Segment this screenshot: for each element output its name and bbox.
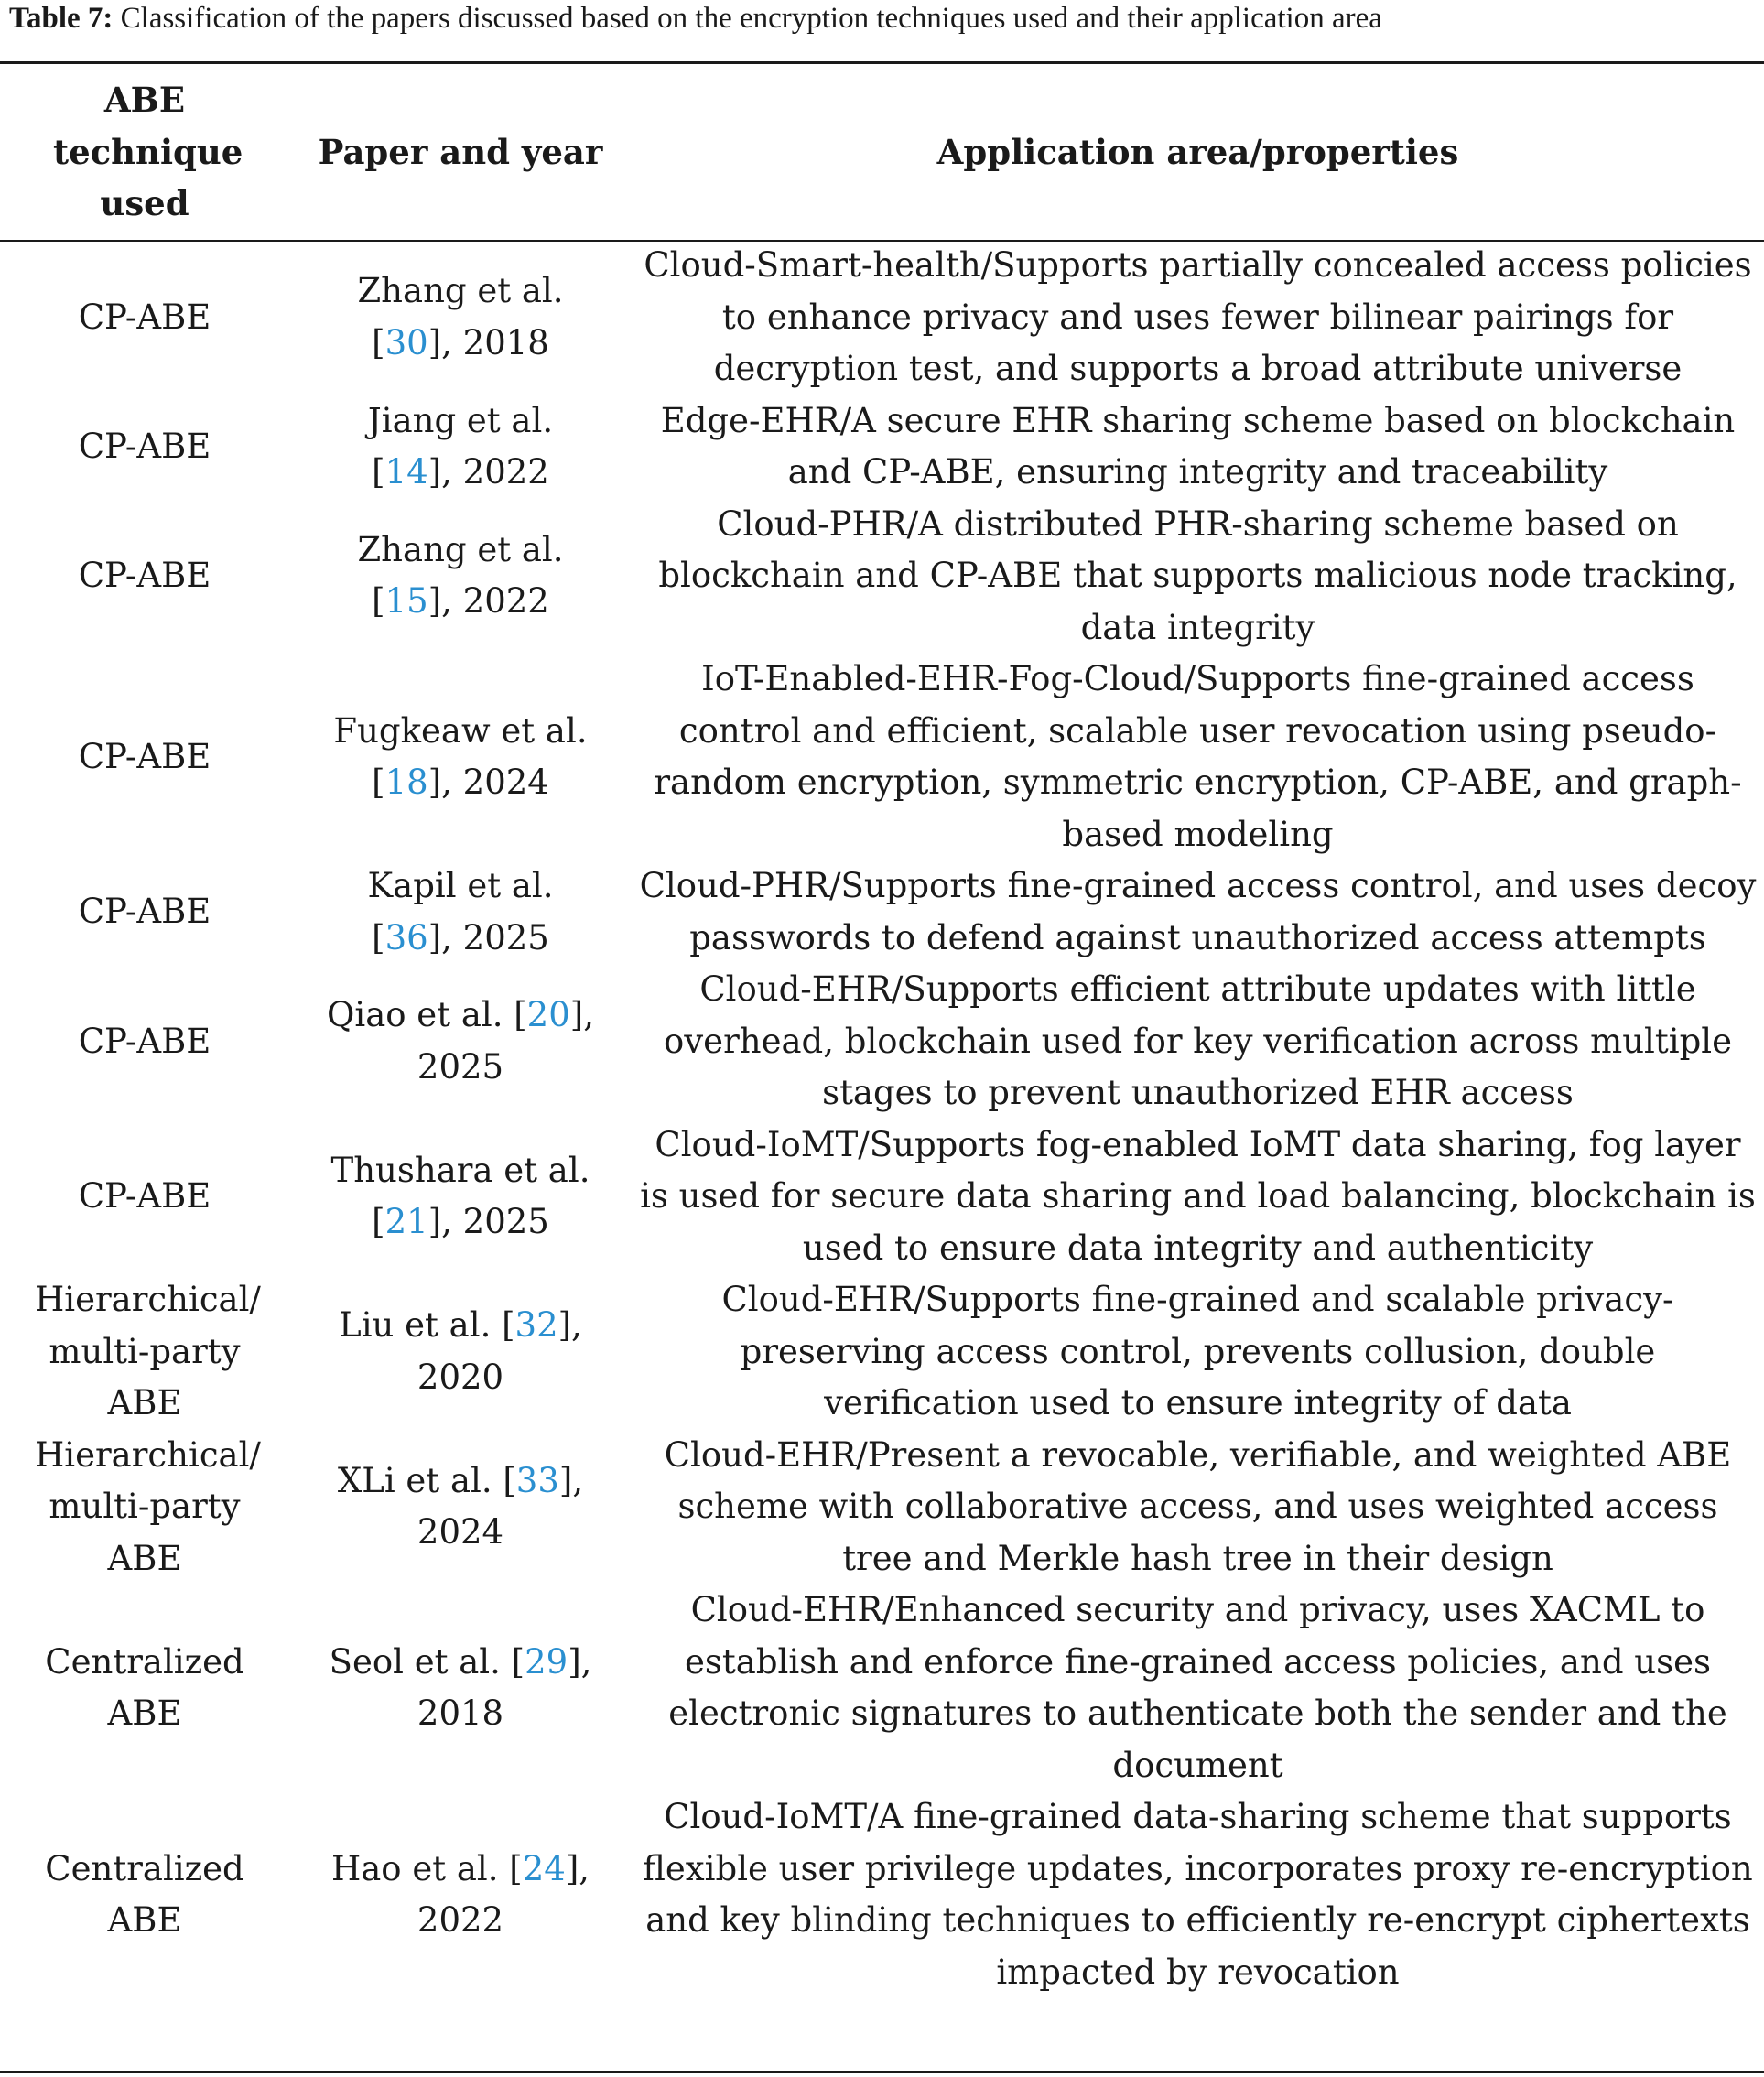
cell-technique bbox=[0, 1120, 289, 1275]
cell-application: Cloud-EHR/Present a revocable, verifiable, and weighted ABE scheme with collaborative access, and uses weighted access tree and Merkle hash tree in their design bbox=[664, 1434, 1732, 1578]
cell-application: IoT-Enabled-EHR-Fog-Cloud/Supports fine-grained access control and efficient, scalable user revocation using pseudo-random encryption, symmetric encryption, CP-ABE, and graph-based modeling bbox=[654, 659, 1742, 854]
table-body bbox=[0, 240, 1764, 1998]
cell-technique bbox=[0, 654, 289, 860]
table-caption-text: Classification of the papers discussed based on the encryption techniques used and their application area bbox=[113, 2, 1382, 35]
cell-paper bbox=[289, 1791, 632, 1998]
paper-authors: XLi et al. [ bbox=[337, 1460, 516, 1500]
reference-link[interactable]: 30 bbox=[384, 322, 428, 362]
technique-text: Hierarchical/ multi-party ABE bbox=[35, 1434, 261, 1578]
table-row bbox=[0, 964, 1764, 1120]
cell-paper bbox=[289, 860, 632, 964]
cell-technique bbox=[0, 860, 289, 964]
table-row bbox=[0, 860, 1764, 964]
paper-citation bbox=[323, 706, 598, 809]
table-row bbox=[0, 1430, 1764, 1585]
paper-authors: Thushara et al. [ bbox=[330, 1150, 590, 1242]
table-row bbox=[0, 1120, 1764, 1275]
table-row bbox=[0, 1791, 1764, 1998]
cell-application: Cloud-IoMT/A fine-grained data-sharing scheme that supports flexible user privilege updates, incorporates proxy re-encryption and key blinding techniques to efficiently re-encrypt ciphertexts impacted by revocation bbox=[643, 1797, 1753, 1992]
cell-paper bbox=[289, 240, 632, 395]
paper-citation bbox=[323, 395, 598, 499]
table-row bbox=[0, 1585, 1764, 1791]
reference-link[interactable]: 36 bbox=[384, 917, 428, 957]
table-caption bbox=[9, 0, 1758, 37]
cell-application: Cloud-PHR/Supports fine-grained access control, and uses decoy passwords to defend against unauthorized access attempts bbox=[639, 866, 1757, 957]
cell-application: Cloud-PHR/A distributed PHR-sharing scheme based on blockchain and CP-ABE that supports malicious node tracking, data integrity bbox=[658, 503, 1737, 647]
reference-link[interactable]: 24 bbox=[522, 1848, 566, 1888]
cell-paper bbox=[289, 395, 632, 499]
table-row bbox=[0, 499, 1764, 654]
reference-link[interactable]: 33 bbox=[515, 1460, 559, 1500]
reference-link[interactable]: 15 bbox=[384, 581, 428, 622]
cell-technique bbox=[0, 964, 289, 1120]
paper-authors: Zhang et al. [ bbox=[357, 529, 564, 622]
technique-text: Centralized ABE bbox=[45, 1641, 244, 1733]
paper-citation bbox=[323, 1637, 598, 1740]
cell-technique bbox=[0, 1585, 289, 1791]
header-technique-text: ABE technique used bbox=[53, 80, 243, 224]
technique-text: CP-ABE bbox=[78, 1021, 211, 1061]
table-row bbox=[0, 1274, 1764, 1430]
technique-text: CP-ABE bbox=[78, 1176, 211, 1216]
header-paper: Paper and year bbox=[318, 131, 603, 172]
reference-link[interactable]: 18 bbox=[384, 763, 428, 802]
technique-text: CP-ABE bbox=[78, 892, 211, 932]
table-bottom-rule bbox=[0, 2071, 1764, 2073]
technique-text: CP-ABE bbox=[78, 556, 211, 595]
cell-technique bbox=[0, 1274, 289, 1430]
cell-application: Cloud-IoMT/Supports fog-enabled IoMT data sharing, fog layer is used for secure data sharing and load balancing, blockchain is used to ensure data integrity and authenticity bbox=[640, 1124, 1756, 1268]
header-application: Application area/properties bbox=[936, 131, 1459, 172]
cell-technique bbox=[0, 499, 289, 654]
paper-year: ], 2018 bbox=[417, 1641, 592, 1733]
technique-text: CP-ABE bbox=[78, 426, 211, 466]
cell-paper bbox=[289, 654, 632, 860]
cell-paper bbox=[289, 1585, 632, 1791]
paper-citation bbox=[323, 1300, 598, 1403]
cell-application: Edge-EHR/A secure EHR sharing scheme based on blockchain and CP-ABE, ensuring integrity and traceability bbox=[660, 400, 1736, 492]
cell-technique bbox=[0, 1791, 289, 1998]
paper-year: ], 2025 bbox=[427, 917, 549, 957]
cell-application: Cloud-Smart-health/Supports partially concealed access policies to enhance privacy and uses fewer bilinear pairings for decryption test, and supports a broad attribute universe bbox=[644, 245, 1752, 388]
paper-authors: Zhang et al. [ bbox=[357, 271, 564, 362]
paper-authors: Qiao et al. [ bbox=[327, 995, 527, 1035]
paper-year: ], 2020 bbox=[417, 1305, 582, 1397]
classification-table bbox=[0, 64, 1764, 1998]
paper-year: ], 2022 bbox=[427, 452, 549, 492]
paper-citation bbox=[323, 1844, 598, 1947]
cell-paper bbox=[289, 1274, 632, 1430]
table-row bbox=[0, 395, 1764, 499]
technique-text: Hierarchical/ multi-party ABE bbox=[35, 1280, 261, 1423]
paper-authors: Liu et al. [ bbox=[339, 1305, 515, 1346]
cell-technique bbox=[0, 240, 289, 395]
paper-year: ], 2022 bbox=[427, 581, 549, 622]
paper-year: ], 2024 bbox=[417, 1460, 584, 1552]
reference-link[interactable]: 14 bbox=[384, 452, 428, 492]
cell-paper bbox=[289, 1120, 632, 1275]
cell-paper bbox=[289, 499, 632, 654]
paper-citation bbox=[323, 990, 598, 1093]
paper-year: ], 2025 bbox=[417, 995, 594, 1087]
cell-technique bbox=[0, 395, 289, 499]
paper-citation bbox=[323, 265, 598, 369]
reference-link[interactable]: 29 bbox=[525, 1641, 568, 1682]
reference-link[interactable]: 21 bbox=[384, 1202, 428, 1242]
paper-authors: Seol et al. [ bbox=[329, 1641, 525, 1682]
paper-citation bbox=[323, 1455, 598, 1559]
reference-link[interactable]: 20 bbox=[526, 995, 570, 1035]
header-row bbox=[0, 64, 1764, 240]
technique-text: Centralized ABE bbox=[45, 1848, 244, 1940]
table-caption-label: Table 7: bbox=[9, 2, 114, 35]
cell-application: Cloud-EHR/Supports efficient attribute updates with little overhead, blockchain used for key verification across multiple stages to prevent unauthorized EHR access bbox=[664, 969, 1732, 1112]
technique-text: CP-ABE bbox=[78, 297, 211, 337]
paper-year: ], 2018 bbox=[427, 322, 549, 362]
header-technique bbox=[0, 64, 289, 240]
paper-authors: Hao et al. [ bbox=[330, 1848, 523, 1888]
paper-authors: Jiang et al. [ bbox=[367, 400, 554, 492]
cell-application: Cloud-EHR/Enhanced security and privacy, uses XACML to establish and enforce fine-grained access policies, and uses electronic signatures to authenticate both the sender and the document bbox=[668, 1590, 1727, 1785]
table-row bbox=[0, 240, 1764, 395]
paper-citation bbox=[323, 860, 598, 964]
reference-link[interactable]: 32 bbox=[514, 1305, 558, 1346]
paper-year: ], 2022 bbox=[417, 1848, 590, 1940]
cell-application: Cloud-EHR/Supports fine-grained and scalable privacy-preserving access control, prevents collusion, double verification used to ensure integrity of data bbox=[721, 1280, 1674, 1423]
cell-paper bbox=[289, 964, 632, 1120]
paper-year: ], 2025 bbox=[427, 1202, 549, 1242]
paper-citation bbox=[323, 525, 598, 628]
paper-year: ], 2024 bbox=[427, 763, 549, 802]
table-row bbox=[0, 654, 1764, 860]
cell-paper bbox=[289, 1430, 632, 1585]
paper-authors: Fugkeaw et al. [ bbox=[333, 710, 588, 802]
technique-text: CP-ABE bbox=[78, 736, 211, 776]
paper-authors: Kapil et al. [ bbox=[367, 866, 554, 957]
paper-citation bbox=[323, 1145, 598, 1249]
cell-technique bbox=[0, 1430, 289, 1585]
